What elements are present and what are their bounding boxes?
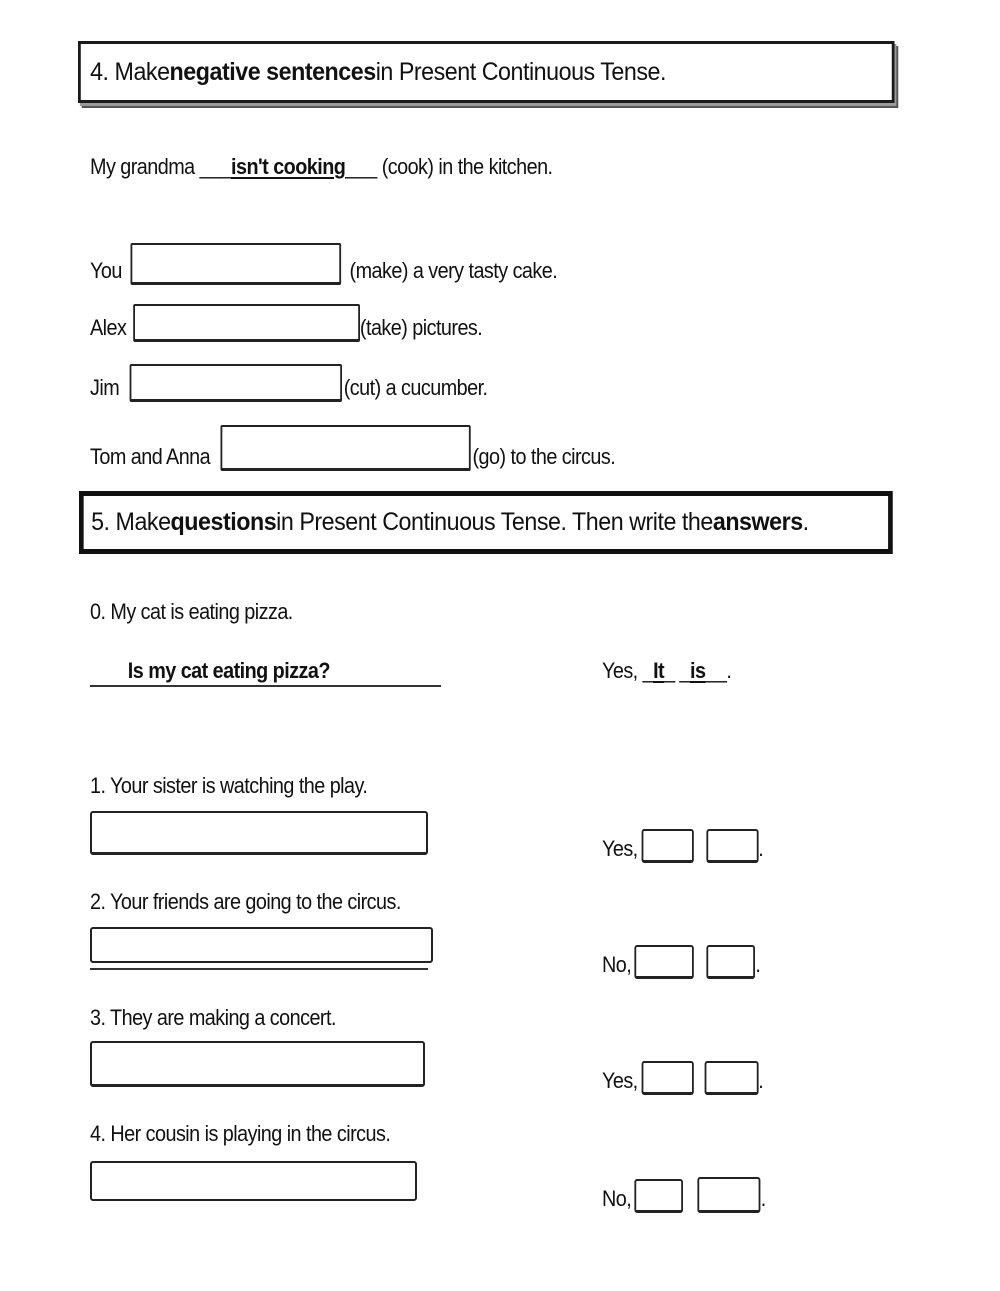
answer-line-3 [602, 1061, 763, 1095]
answer-input-3[interactable] [130, 364, 342, 402]
example-answer-mid: _ _ [664, 658, 691, 683]
answer-end: . [758, 836, 764, 861]
verb-hint: (go) to the circus. [472, 444, 616, 469]
subject-label: Tom and Anna [90, 444, 211, 469]
verb-hint: (make) a very tasty cake. [349, 258, 558, 283]
heading-4-text-pre: 4. Make [90, 57, 170, 86]
answer-word: Yes, [602, 1068, 638, 1093]
example-answer-post: __. [705, 658, 732, 683]
question-input-2[interactable] [90, 927, 433, 963]
statement-1: 1. Your sister is watching the play. [90, 773, 368, 798]
example-answer-word-2: is [690, 658, 706, 683]
answer-box-2a[interactable] [635, 945, 694, 979]
answer-line-4 [602, 1177, 766, 1213]
heading-4-text-bold: negative sentences [169, 57, 376, 86]
answer-box-1a[interactable] [641, 829, 693, 863]
statement-3: 3. They are making a concert. [90, 1005, 336, 1030]
answer-end: . [760, 1186, 766, 1211]
example-pre: My grandma ___ [90, 154, 232, 179]
heading-4-text-post: in Present Continuous Tense. [375, 57, 666, 86]
answer-box-3b[interactable] [704, 1061, 758, 1095]
example-answer: isn't cooking [231, 154, 346, 179]
example-post: ___ (cook) in the kitchen. [345, 154, 553, 179]
section-4-heading [78, 41, 895, 103]
example-answer-pre: Yes, _ [602, 658, 654, 683]
example-sentence [90, 153, 553, 181]
question-input-4[interactable] [90, 1161, 417, 1201]
sentence-item-2 [90, 304, 482, 342]
question-input-3[interactable] [90, 1041, 425, 1087]
heading-5-bold-questions: questions [170, 508, 277, 536]
question-input-1[interactable] [90, 811, 428, 855]
example-answer-line [602, 657, 731, 685]
answer-box-4a[interactable] [635, 1179, 684, 1213]
heading-5-bold-answers: answers [712, 508, 803, 536]
example-question [90, 657, 441, 687]
question-2-underline [90, 968, 428, 970]
sentence-item-1 [90, 243, 557, 285]
verb-hint: (take) pictures. [359, 315, 483, 340]
answer-box-3a[interactable] [641, 1061, 693, 1095]
answer-box-2b[interactable] [707, 945, 756, 979]
sentence-item-4 [90, 425, 615, 471]
sentence-item-3 [90, 364, 488, 402]
section-5-heading [79, 491, 893, 554]
example-question-text: Is my cat eating pizza? [127, 658, 330, 683]
subject-label: Alex [90, 315, 127, 340]
answer-word: No, [602, 1186, 632, 1211]
answer-input-2[interactable] [133, 304, 360, 342]
verb-hint: (cut) a cucumber. [343, 375, 488, 400]
answer-end: . [758, 1068, 764, 1093]
subject-label: You [90, 258, 122, 283]
answer-box-1b[interactable] [706, 829, 758, 863]
example-statement: 0. My cat is eating pizza. [90, 599, 293, 624]
example-answer-word-1: It [653, 658, 665, 683]
answer-word: Yes, [602, 836, 638, 861]
statement-4: 4. Her cousin is playing in the circus. [90, 1121, 391, 1146]
answer-line-1 [602, 829, 763, 863]
statement-2: 2. Your friends are going to the circus. [90, 889, 401, 914]
heading-5-mid: in Present Continuous Tense. Then write the [276, 508, 713, 536]
answer-input-4[interactable] [220, 425, 470, 471]
answer-word: No, [602, 952, 632, 977]
answer-line-2 [602, 945, 760, 979]
heading-5-pre: 5. Make [91, 508, 171, 536]
answer-box-4b[interactable] [698, 1177, 761, 1213]
answer-end: . [755, 952, 761, 977]
answer-input-1[interactable] [130, 243, 341, 285]
subject-label: Jim [90, 375, 120, 400]
heading-5-post: . [802, 508, 809, 536]
